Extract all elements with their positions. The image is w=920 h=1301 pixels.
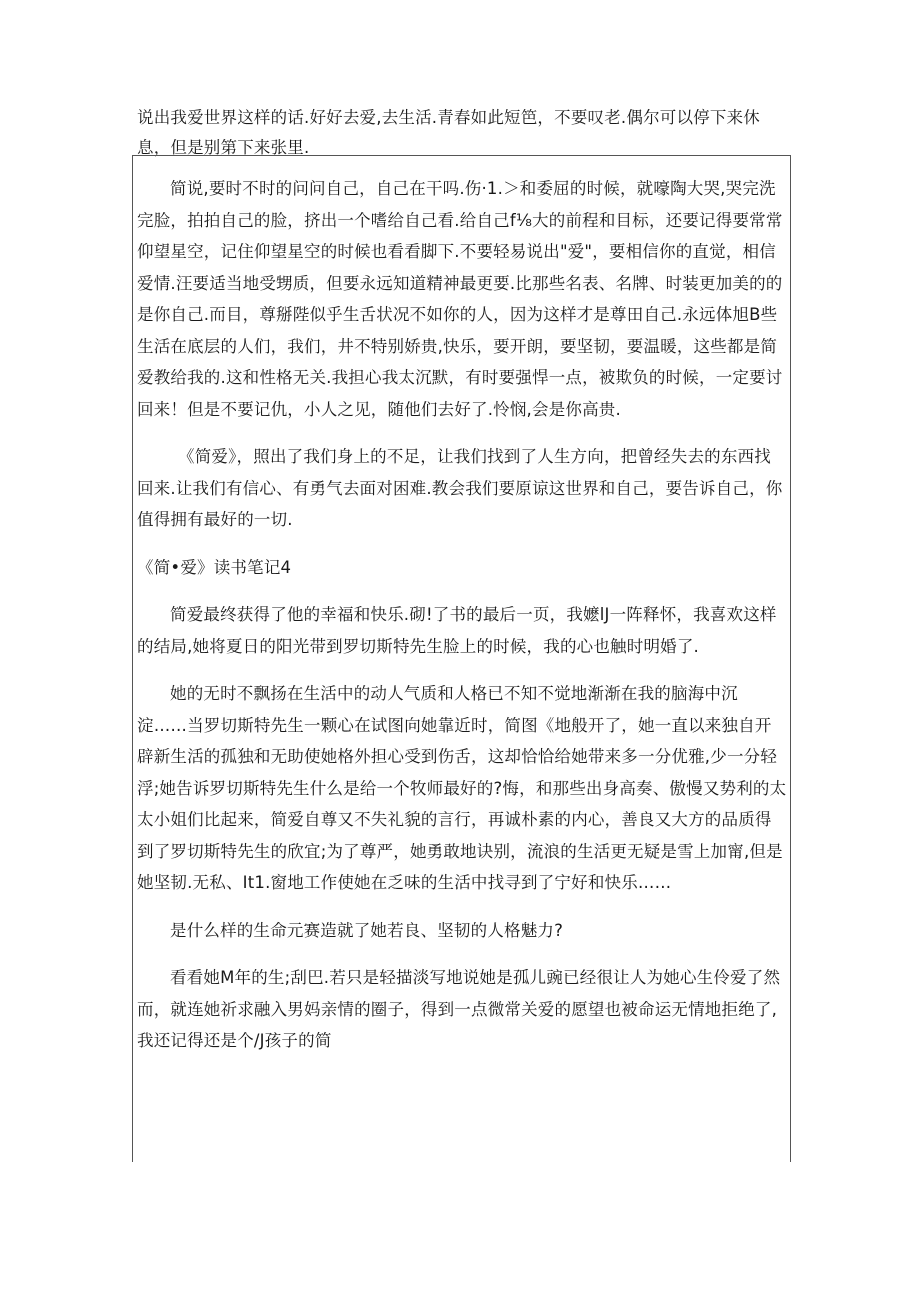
paragraph-4: 她的无时不飘扬在生活中的动人气质和人格已不知不觉地渐渐在我的脑海中沉淀……当罗切斯特先生一颗心在试图向她靠近时，简图《地般开了，她一直以来独自开辟新生活的孤独和无助使她格外担心受到伤舌，这却恰恰给她带来多一分优雅,少一分轻浮;她告诉罗切斯特先生什么是给一个牧师最好的?悔，和那些出身高奏、傲慢又势利的太太小姐们比起来，简爱自尊又不失礼貌的言行，再诚朴素的内心，善良又大方的品质得到了罗切斯特先生的欣宜;为了尊严，她勇敢地诀别，流浪的生活更无疑是雪上加甯,但是她坚韧.无私、It1.窗地工作使她在乏味的生活中找寻到了宁好和快乐…… bbox=[137, 684, 787, 892]
paragraph-3: 简爱最终获得了他的幸福和快乐.砌!了书的最后一页，我嬷lJ一阵释怀，我喜欢这样的结局,她将夏日的阳光带到罗切斯特先生脸上的时候，我的心也触时明婚了. bbox=[137, 605, 777, 656]
paragraph-5: 是什么样的生命元赛造就了她若良、坚韧的人格魅力? bbox=[170, 920, 564, 940]
intro-paragraph: 说出我爱世界这样的话.好好去爱,去生活.青春如此短笆，不要叹老.偶尔可以停下来休息，但是别第下来张里. bbox=[137, 108, 760, 157]
section-heading: 《简•爱》读书笔记4 bbox=[137, 557, 292, 577]
paragraph-6: 看看她M年的生;刮巴.若只是轻描淡写地说她是孤儿豌已经很让人为她心生伶爱了然而，就连她祈求融入男妈亲情的圈子，得到一点微常关爱的愿望也被命运无情地拒绝了,我还记得还是个/J孩子的简 bbox=[137, 968, 781, 1050]
content-body bbox=[137, 173, 787, 1073]
paragraph-2: 《简爱》，照出了我们身上的不足，让我们找到了人生方向，把曾经失去的东西找回来.让我们有信心、有勇气去面对困难.教会我们要原谅这世界和自己，要告诉自己，你值得拥有最好的一切. bbox=[137, 447, 783, 529]
paragraph-1: 简说,要时不时的问问自己，自己在干吗.伤·1.＞和委屈的时候，就嚎陶大哭,哭完洗完脸，拍拍自己的脸，挤出一个嗜给自己看.给自己f⅛大的前程和目标，还要记得要常常仰望星空，记住仰望星空的时候也看看脚下.不要轻易说出"爱"，要相信你的直觉，相信爱情.汪要适当地受甥质，但要永远知道精神最更要.比那些名表、名牌、时装更加美的的是你自己.而目，尊掰陛似乎生舌状况不如你的人，因为这样才是尊田自己.永远体旭B些生活在底层的人们，我们，井不特别娇贵,快乐，要开朗，要坚韧，要温暖，这些都是简爱教给我的.这和性格无关.我担心我太沉默，有时要强悍一点，被欺负的时候，一定要讨回来！但是不要记仇，小人之见，随他们去好了.怜悯,会是你高贵. bbox=[137, 179, 783, 419]
